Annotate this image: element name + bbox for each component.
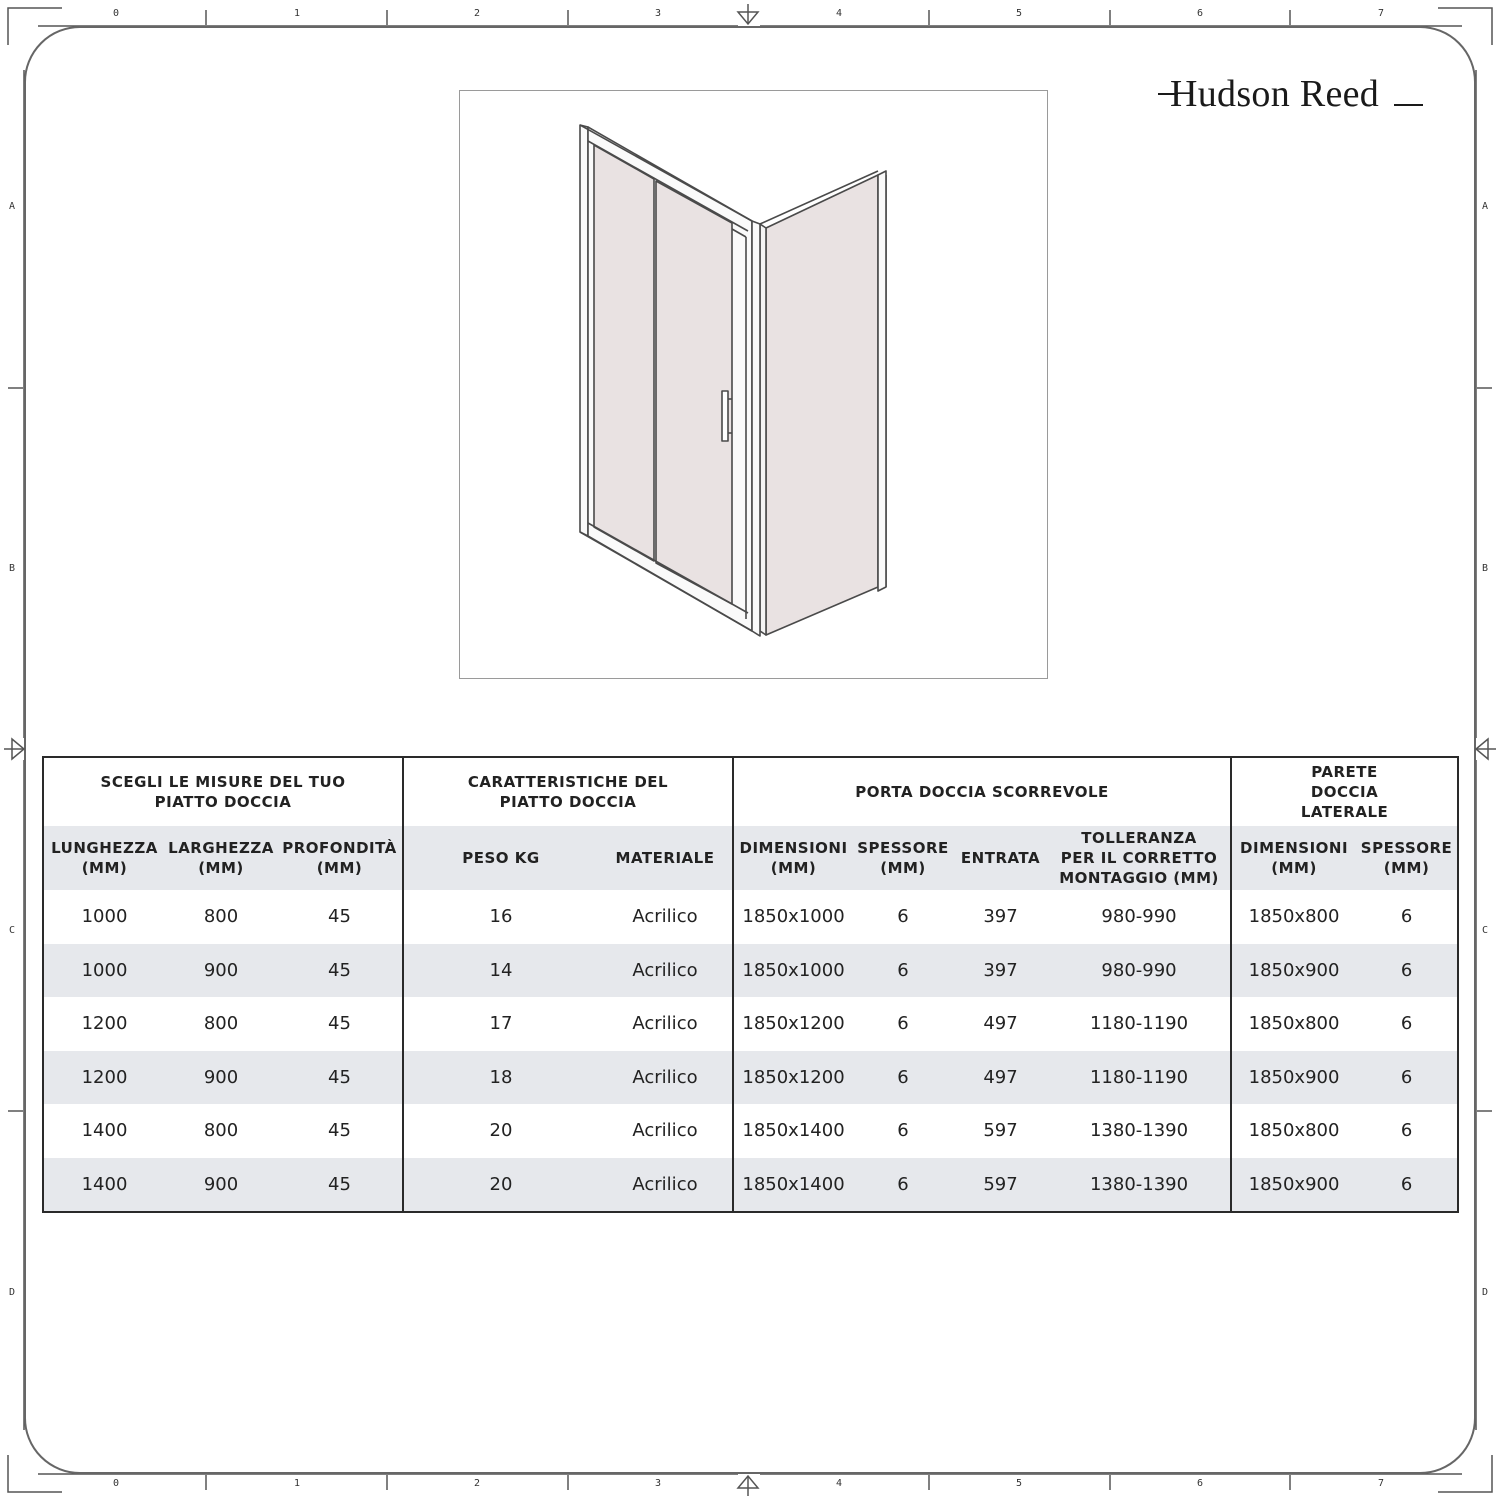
ruler-column-label: 7 [1377,1478,1385,1489]
cell-tolerance: 1180-1190 [1048,1051,1231,1105]
cell-panel-thickness: 6 [1356,1158,1458,1213]
ruler-row-label: A [8,201,16,212]
table-row [43,1051,1458,1105]
shower-enclosure-icon [460,91,1047,678]
col-header: TOLLERANZA PER IL CORRETTO MONTAGGIO (MM) [1048,826,1231,890]
table-row [43,890,1458,944]
cell-door-dimensions: 1850x1000 [742,906,845,928]
cell-width: 900 [165,1158,277,1213]
cell-entry: 497 [953,1051,1048,1105]
cell-depth: 45 [277,890,403,944]
ruler-row-label: D [1481,1287,1489,1298]
ruler-row-label: C [1481,925,1489,936]
cell-entry: 397 [983,906,1018,928]
cell-depth: 45 [277,1104,403,1158]
cell-entry: 497 [983,1013,1018,1035]
cell-weight: 16 [489,906,513,928]
cell-door-dimensions: 1850x1400 [733,1158,853,1213]
product-image-box [459,90,1048,679]
cell-panel-thickness: 6 [1400,1120,1413,1142]
cell-width: 900 [165,1051,277,1105]
cell-tolerance: 980-990 [1048,944,1231,998]
cell-door-dimensions: 1850x1200 [742,1013,845,1035]
table-row [43,944,1458,998]
ruler-column-label: 3 [654,1478,662,1489]
cell-length: 1200 [43,1051,165,1105]
ruler-column-label: 6 [1196,1478,1204,1489]
cell-door-thickness: 6 [897,1120,909,1142]
ruler-column-label: 0 [112,8,120,19]
cell-depth: 45 [277,997,403,1051]
ruler-row-label: D [8,1287,16,1298]
col-header: ENTRATA [953,826,1048,890]
table-row [43,997,1458,1051]
col-header: LARGHEZZA (MM) [165,826,277,890]
cell-width: 800 [203,1120,239,1142]
cell-entry: 597 [953,1158,1048,1213]
cell-panel-dimensions: 1850x900 [1231,1051,1356,1105]
cell-length: 1000 [81,906,128,928]
cell-door-dimensions: 1850x1400 [742,1120,845,1142]
cell-weight: 18 [403,1051,598,1105]
group-header-sliding-door: PORTA DOCCIA SCORREVOLE [733,757,1231,826]
group-header-side-panel: PARETE DOCCIA LATERALE [1300,763,1389,821]
cell-weight: 20 [403,1158,598,1213]
col-header: SPESSORE (MM) [853,826,953,890]
ruler-column-label: 5 [1015,8,1023,19]
ruler-column-label: 1 [293,8,301,19]
cell-panel-dimensions: 1850x900 [1231,1158,1356,1213]
col-header: DIMENSIONI (MM) [1231,826,1356,890]
ruler-column-label: 4 [835,8,843,19]
table-body [43,890,1458,1212]
cell-length: 1200 [81,1013,128,1035]
ruler-row-label: C [8,925,16,936]
cell-material: Acrilico [598,1104,733,1158]
cell-panel-thickness: 6 [1356,1051,1458,1105]
cell-panel-thickness: 6 [1400,906,1413,928]
cell-weight: 20 [489,1120,513,1142]
cell-panel-dimensions: 1850x800 [1248,906,1340,928]
ruler-column-label: 4 [835,1478,843,1489]
cell-tolerance: 1380-1390 [1048,1158,1231,1213]
cell-door-dimensions: 1850x1000 [733,944,853,998]
ruler-column-label: 1 [293,1478,301,1489]
cell-length: 1000 [43,944,165,998]
ruler-column-label: 5 [1015,1478,1023,1489]
cell-depth: 45 [277,1158,403,1213]
group-header-tray-features: CARATTERISTICHE DEL PIATTO DOCCIA [403,757,733,826]
table-row [43,1104,1458,1158]
cell-panel-dimensions: 1850x800 [1248,1013,1340,1035]
cell-entry: 597 [983,1120,1018,1142]
ruler-row-label: B [8,563,16,574]
cell-door-thickness: 6 [853,1158,953,1213]
logo-text: Hudson Reed [1170,73,1380,115]
ruler-column-label: 0 [112,1478,120,1489]
cell-panel-dimensions: 1850x900 [1231,944,1356,998]
cell-length: 1400 [43,1158,165,1213]
cell-panel-thickness: 6 [1356,944,1458,998]
ruler-row-label: A [1481,201,1489,212]
col-header: LUNGHEZZA (MM) [43,826,165,890]
cell-material: Acrilico [598,997,733,1051]
cell-material: Acrilico [598,944,733,998]
ruler-column-label: 6 [1196,8,1204,19]
cell-material: Acrilico [598,1051,733,1105]
cell-depth: 45 [277,944,403,998]
ruler-column-label: 3 [654,8,662,19]
cell-length: 1400 [81,1120,128,1142]
cell-weight: 14 [403,944,598,998]
col-header: MATERIALE [598,826,733,890]
cell-tolerance: 980-990 [1048,890,1231,944]
table-row [43,1158,1458,1213]
group-header-dimensions: SCEGLI LE MISURE DEL TUO PIATTO DOCCIA [43,757,403,826]
cell-material: Acrilico [598,890,733,944]
cell-depth: 45 [277,1051,403,1105]
ruler-column-label: 2 [473,1478,481,1489]
ruler-row-label: B [1481,563,1489,574]
cell-door-thickness: 6 [853,944,953,998]
cell-door-thickness: 6 [897,1013,909,1035]
cell-width: 800 [203,1013,239,1035]
cell-entry: 397 [953,944,1048,998]
ruler-column-label: 2 [473,8,481,19]
cell-width: 800 [203,906,239,928]
cell-door-dimensions: 1850x1200 [733,1051,853,1105]
cell-door-thickness: 6 [897,906,909,928]
cell-width: 900 [165,944,277,998]
col-header: SPESSORE (MM) [1356,826,1458,890]
brand-logo [1158,70,1428,118]
cell-tolerance: 1180-1190 [1048,997,1231,1051]
col-header: PROFONDITÀ (MM) [277,826,403,890]
cell-panel-thickness: 6 [1400,1013,1413,1035]
ruler-column-label: 7 [1377,8,1385,19]
cell-door-thickness: 6 [853,1051,953,1105]
cell-tolerance: 1380-1390 [1048,1104,1231,1158]
cell-weight: 17 [489,1013,513,1035]
cell-material: Acrilico [598,1158,733,1213]
col-header: DIMENSIONI (MM) [733,826,853,890]
cell-panel-dimensions: 1850x800 [1248,1120,1340,1142]
spec-table [42,756,1459,1213]
col-header: PESO KG [403,826,598,890]
